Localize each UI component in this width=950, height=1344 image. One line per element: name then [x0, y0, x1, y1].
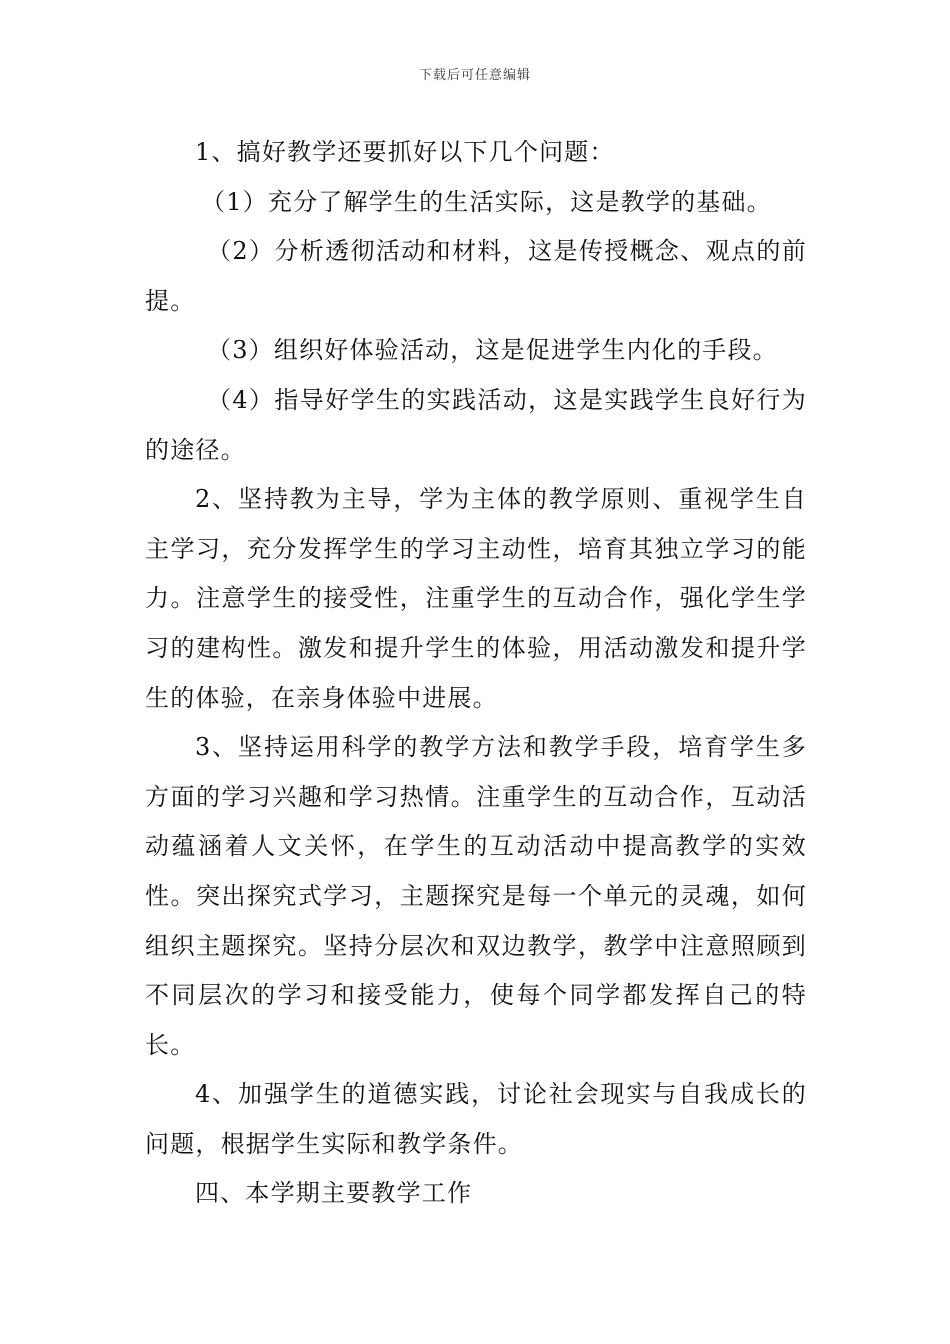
paragraph-subitem-1: （1）充分了解学生的生活实际，这是教学的基础。 [201, 187, 772, 216]
page-header: 下载后可任意编辑 [418, 68, 531, 83]
paragraph-subitem-3: （3）组织好体验活动，这是促进学生内化的手段。 [207, 336, 778, 365]
paragraph-item-4: 4、加强学生的道德实践，讨论社会现实与自我成长的问题，根据学生实际和教学条件。 [145, 1080, 807, 1158]
paragraph-subitem-4: （4）指导好学生的实践活动，这是实践学生良好行为的途径。 [145, 385, 807, 464]
paragraph-item-2: 2、坚持教为主导，学为主体的教学原则、重视学生自主学习，充分发挥学生的学习主动性，培育其独立学习的能力。注意学生的接受性，注重学生的互动合作，强化学生学习的建构性。激发和提升学生的体验，用活动激发和提升学生的体验，在亲身体验中进展。 [145, 485, 807, 712]
paragraph-item-3: 3、坚持运用科学的教学方法和教学手段，培育学生多方面的学习兴趣和学习热情。注重学生的互动合作，互动活动蕴涵着人文关怀，在学生的互动活动中提高教学的实效性。突出探究式学习，主题探究是每一个单元的灵魂，如何组织主题探究。坚持分层次和双边教学，教学中注意照顾到不同层次的学习和接受能力，使每个同学都发挥自己的特长。 [145, 733, 807, 1059]
document-body [145, 128, 807, 1219]
paragraph-subitem-2: （2）分析透彻活动和材料，这是传授概念、观点的前提。 [145, 237, 807, 315]
paragraph-item-1: 1、搞好教学还要抓好以下几个问题： [195, 138, 615, 166]
section-heading: 四、本学期主要教学工作 [195, 1179, 473, 1208]
